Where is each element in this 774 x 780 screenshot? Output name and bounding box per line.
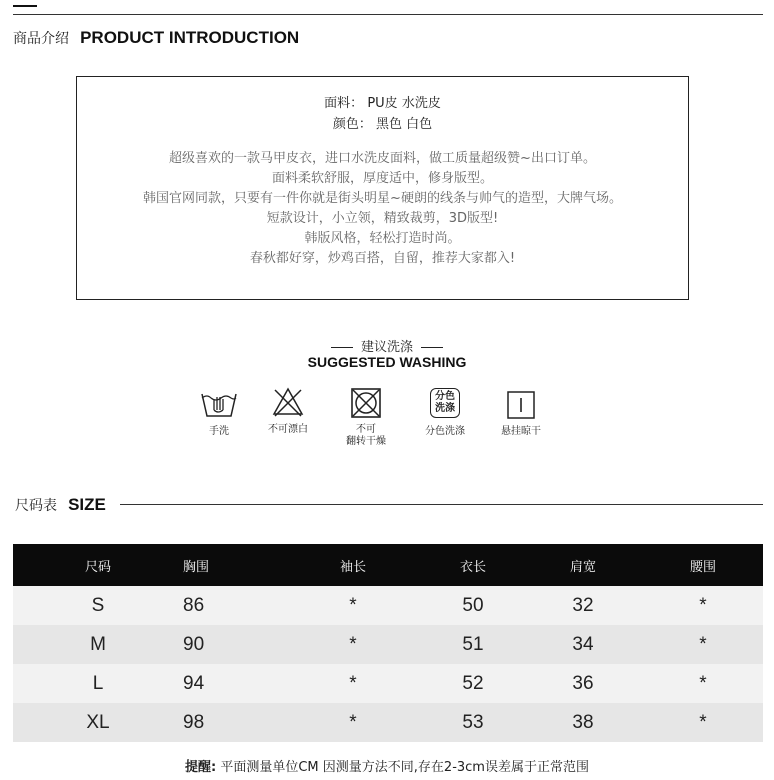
cell-length: 51 bbox=[423, 625, 523, 664]
cell-size: XL bbox=[13, 703, 183, 742]
cell-waist: * bbox=[643, 625, 763, 664]
size-table bbox=[13, 544, 763, 742]
product-description bbox=[77, 149, 688, 269]
description-line: 春秋都好穿，炒鸡百搭，自留，推荐大家都入! bbox=[249, 251, 516, 266]
header-length: 衣长 bbox=[423, 544, 523, 586]
wash-item-separate-wash bbox=[405, 388, 485, 438]
hang-dry-icon bbox=[506, 390, 536, 420]
no-bleach-icon bbox=[271, 386, 305, 418]
cell-shoulder: 36 bbox=[523, 664, 643, 703]
no-tumble-dry-icon bbox=[349, 386, 383, 420]
size-title-cn: 尺码表 bbox=[15, 498, 57, 514]
cell-sleeve: * bbox=[283, 664, 423, 703]
header-shoulder: 肩宽 bbox=[523, 544, 643, 586]
table-row bbox=[13, 664, 763, 703]
intro-title-en: PRODUCT INTRODUCTION bbox=[80, 28, 300, 47]
cell-size: S bbox=[13, 586, 183, 625]
wash-item-no-bleach bbox=[248, 386, 328, 436]
description-line: 韩国官网同款，只要有一件你就是街头明星~硬朗的线条与帅气的造型，大牌气场。 bbox=[143, 191, 622, 206]
wash-item-hang-dry bbox=[481, 390, 561, 438]
color-label: 颜色： bbox=[332, 117, 372, 132]
hang-dry-label: 悬挂晾干 bbox=[501, 426, 541, 437]
size-header bbox=[15, 495, 106, 515]
description-line: 短款设计，小立领，精致裁剪，3D版型! bbox=[266, 211, 499, 226]
note-label: 提醒: bbox=[185, 760, 217, 775]
size-divider bbox=[120, 504, 763, 505]
table-row bbox=[13, 586, 763, 625]
header-size: 尺码 bbox=[13, 544, 183, 586]
size-table-header-row bbox=[13, 544, 763, 586]
intro-header bbox=[13, 28, 299, 48]
fabric-value: PU皮 水洗皮 bbox=[367, 96, 441, 111]
cell-shoulder: 38 bbox=[523, 703, 643, 742]
measurement-note bbox=[0, 756, 774, 775]
cell-chest: 98 bbox=[183, 703, 283, 742]
wash-item-hand-wash bbox=[179, 390, 259, 438]
cell-size: L bbox=[13, 664, 183, 703]
description-line: 面料柔软舒服，厚度适中，修身版型。 bbox=[271, 171, 493, 186]
fabric-label: 面料： bbox=[324, 96, 364, 111]
cell-length: 53 bbox=[423, 703, 523, 742]
cell-chest: 94 bbox=[183, 664, 283, 703]
cell-sleeve: * bbox=[283, 586, 423, 625]
hand-wash-label: 手洗 bbox=[209, 426, 229, 437]
wash-item-no-tumble-dry bbox=[326, 386, 406, 448]
cell-waist: * bbox=[643, 664, 763, 703]
cell-chest: 90 bbox=[183, 625, 283, 664]
cell-sleeve: * bbox=[283, 625, 423, 664]
table-row bbox=[13, 703, 763, 742]
cell-waist: * bbox=[643, 703, 763, 742]
note-text: 平面测量单位CM 因测量方法不同,存在2-3cm误差属于正常范围 bbox=[220, 760, 589, 775]
cell-chest: 86 bbox=[183, 586, 283, 625]
separate-wash-label: 分色洗涤 bbox=[425, 426, 465, 437]
no-bleach-label: 不可漂白 bbox=[268, 424, 308, 435]
cell-length: 50 bbox=[423, 586, 523, 625]
fabric-line bbox=[77, 93, 688, 114]
washing-title-cn: 建议洗涤 bbox=[0, 336, 774, 355]
separate-wash-icon: 分色 洗涤 bbox=[430, 388, 460, 418]
color-value: 黑色 白色 bbox=[376, 117, 433, 132]
cell-shoulder: 34 bbox=[523, 625, 643, 664]
cell-length: 52 bbox=[423, 664, 523, 703]
hand-wash-icon bbox=[199, 390, 239, 420]
header-waist: 腰围 bbox=[643, 544, 763, 586]
intro-title-cn: 商品介绍 bbox=[13, 31, 69, 47]
description-line: 超级喜欢的一款马甲皮衣，进口水洗皮面料，做工质量超级赞~出口订单。 bbox=[169, 151, 596, 166]
top-divider bbox=[13, 14, 763, 15]
description-line: 韩版风格，轻松打造时尚。 bbox=[304, 231, 461, 246]
table-row bbox=[13, 625, 763, 664]
washing-title-en: SUGGESTED WASHING bbox=[307, 354, 467, 370]
product-info-box bbox=[76, 76, 689, 300]
cell-waist: * bbox=[643, 586, 763, 625]
header-chest: 胸围 bbox=[183, 544, 283, 586]
no-tumble-dry-label: 不可 翻转干燥 bbox=[346, 424, 386, 447]
top-accent-line bbox=[13, 5, 37, 7]
size-title-en: SIZE bbox=[68, 495, 106, 514]
color-line bbox=[77, 114, 688, 135]
cell-sleeve: * bbox=[283, 703, 423, 742]
cell-shoulder: 32 bbox=[523, 586, 643, 625]
header-sleeve: 袖长 bbox=[283, 544, 423, 586]
cell-size: M bbox=[13, 625, 183, 664]
